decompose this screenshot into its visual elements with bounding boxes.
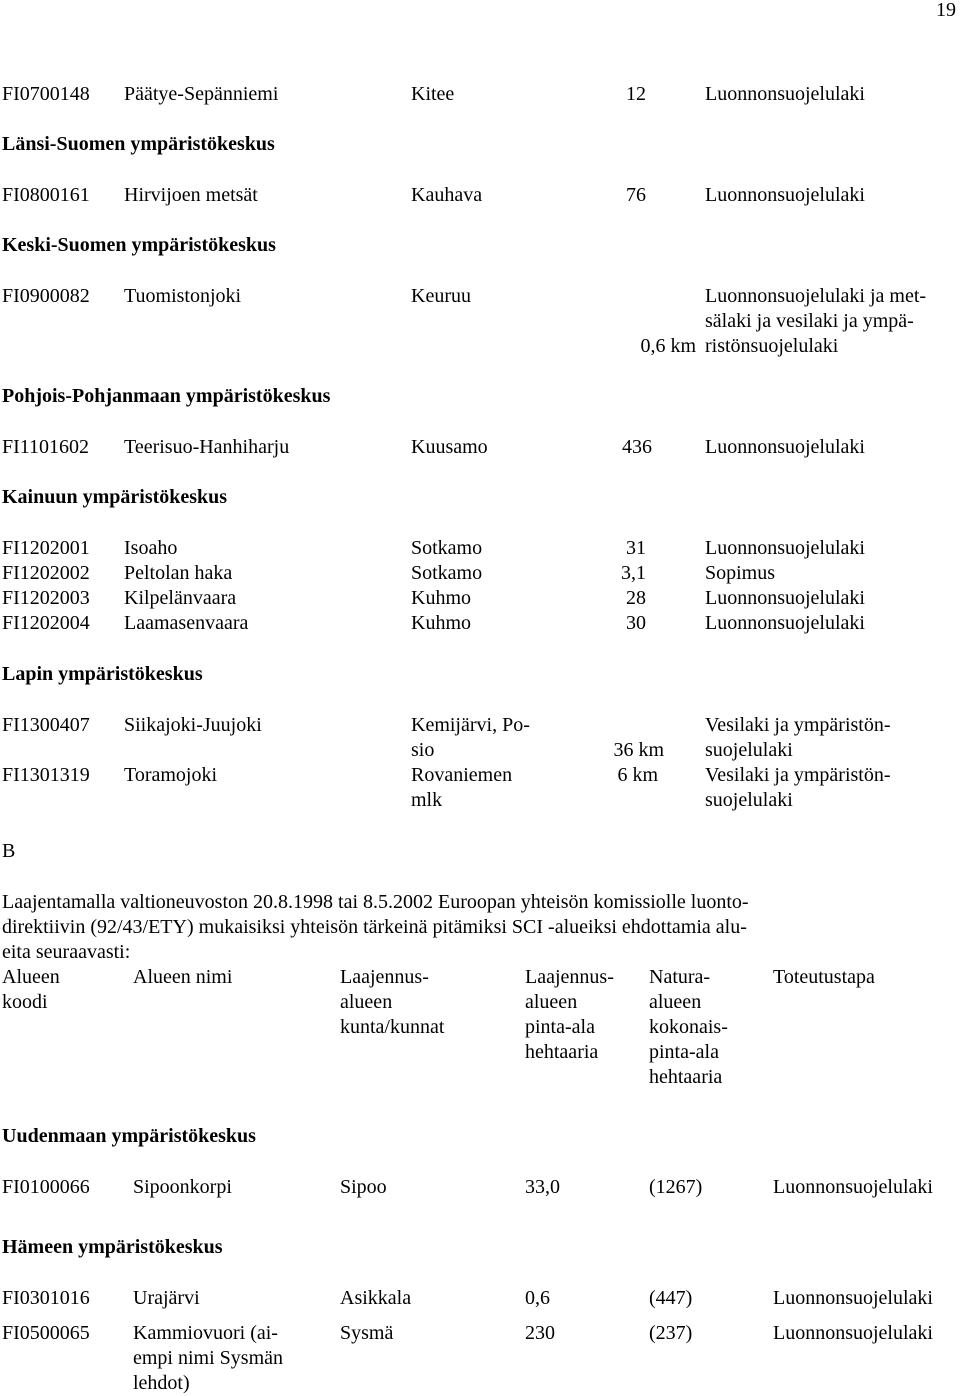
intro-line: Laajentamalla valtioneuvoston 20.8.1998 tai 8.5.2002 Euroopan yhteisön komissiolle luonto-: [2, 891, 749, 913]
section-heading: Länsi-Suomen ympäristökeskus: [2, 133, 275, 155]
part-label: B: [2, 840, 16, 862]
header-line: alueen: [649, 991, 702, 1013]
site-name-line: lehdot): [133, 1372, 190, 1394]
site-law: Luonnonsuojelulaki: [705, 587, 865, 609]
site-law-line: ristönsuojelulaki: [705, 335, 839, 357]
site-area: 230: [525, 1322, 555, 1344]
site-code: FI0900082: [2, 285, 90, 307]
site-code: FI0500065: [2, 1322, 90, 1344]
header-line: alueen: [525, 991, 578, 1013]
site-law: Sopimus: [705, 562, 776, 584]
site-area: 30: [626, 612, 646, 634]
site-name: Isoaho: [124, 537, 178, 559]
site-natura-area: (1267): [649, 1176, 703, 1198]
header-line: koodi: [2, 991, 48, 1013]
site-name: Urajärvi: [133, 1287, 200, 1309]
header-line: pinta-ala: [649, 1041, 719, 1063]
site-code: FI1301319: [2, 764, 90, 786]
section-heading: Lapin ympäristökeskus: [2, 663, 203, 685]
column-header-natura: [649, 965, 728, 1090]
site-law-line: suojelulaki: [705, 789, 793, 811]
site-name: Laamasenvaara: [124, 612, 249, 634]
site-name-line: empi nimi Sysmän: [133, 1347, 283, 1369]
site-law-line: sälaki ja vesilaki ja ympä-: [705, 310, 914, 332]
column-header-name: [133, 965, 232, 990]
site-code: FI0700148: [2, 83, 90, 105]
site-municipality-line: sio: [411, 739, 435, 761]
section-heading: Uudenmaan ympäristökeskus: [2, 1125, 256, 1147]
header-line: hehtaaria: [525, 1041, 599, 1063]
header-line: kunta/kunnat: [340, 1016, 445, 1038]
page-number: 19: [936, 0, 956, 21]
site-area: 3,1: [621, 562, 646, 584]
section-heading: Kainuun ympäristökeskus: [2, 486, 228, 508]
site-area: 436: [622, 436, 652, 458]
site-municipality: Sipoo: [340, 1176, 387, 1198]
site-name: Peltolan haka: [124, 562, 233, 584]
site-area: 12: [626, 83, 646, 105]
header-line: alueen: [340, 991, 393, 1013]
header-line: kokonais-: [649, 1016, 728, 1038]
column-header-code: [2, 965, 60, 1015]
site-law: Luonnonsuojelulaki: [705, 612, 865, 634]
intro-line: direktiivin (92/43/ETY) mukaisiksi yhteisön tärkeinä pitämiksi SCI -alueiksi ehdottamia alu-: [2, 916, 747, 938]
intro-line: eita seuraavasti:: [2, 941, 131, 963]
site-code: FI1300407: [2, 714, 90, 736]
site-code: FI1202004: [2, 612, 90, 634]
column-header-municipality: [340, 965, 444, 1040]
site-name: Toramojoki: [124, 764, 218, 786]
site-method: Luonnonsuojelulaki: [773, 1176, 933, 1198]
site-name: Teerisuo-Hanhiharju: [124, 436, 290, 458]
site-code: FI0301016: [2, 1287, 90, 1309]
section-heading: Pohjois-Pohjanmaan ympäristökeskus: [2, 385, 331, 407]
site-area: 28: [626, 587, 646, 609]
header-line: hehtaaria: [649, 1066, 723, 1088]
site-method: Luonnonsuojelulaki: [773, 1322, 933, 1344]
column-header-method: [773, 965, 875, 990]
site-law-line: Vesilaki ja ympäristön-: [705, 714, 891, 736]
site-name: Tuomistonjoki: [124, 285, 242, 307]
site-name: Päätye-Sepänniemi: [124, 83, 279, 105]
site-area: 31: [626, 537, 646, 559]
site-municipality: Kuhmo: [411, 587, 471, 609]
site-law-line: Vesilaki ja ympäristön-: [705, 764, 891, 786]
site-natura-area: (237): [649, 1322, 693, 1344]
site-area: 0,6 km: [640, 335, 696, 357]
header-line: Natura-: [649, 966, 711, 988]
intro-paragraph: [2, 890, 954, 965]
site-law-line: Luonnonsuojelulaki ja met-: [705, 285, 927, 307]
site-name: Kilpelänvaara: [124, 587, 237, 609]
header-line: Laajennus-: [340, 966, 429, 988]
site-municipality: Kuhmo: [411, 612, 471, 634]
site-municipality: Kauhava: [411, 184, 483, 206]
site-municipality-line: Kemijärvi, Po-: [411, 714, 530, 736]
site-law: Luonnonsuojelulaki: [705, 83, 865, 105]
site-method: Luonnonsuojelulaki: [773, 1287, 933, 1309]
site-municipality: Kuusamo: [411, 436, 488, 458]
section-heading: Hämeen ympäristökeskus: [2, 1236, 223, 1258]
site-name: Hirvijoen metsät: [124, 184, 258, 206]
site-code: FI1202001: [2, 537, 90, 559]
site-municipality: Keuruu: [411, 285, 471, 307]
site-name: Siikajoki-Juujoki: [124, 714, 262, 736]
header-line: Alueen nimi: [133, 966, 233, 988]
site-name: Sipoonkorpi: [133, 1176, 232, 1198]
site-code: FI0800161: [2, 184, 90, 206]
site-name-line: Kammiovuori (ai-: [133, 1322, 278, 1344]
column-header-area: [525, 965, 614, 1065]
site-law-line: suojelulaki: [705, 739, 793, 761]
site-municipality: Sotkamo: [411, 562, 483, 584]
site-area: 36 km: [613, 739, 664, 761]
site-law: Luonnonsuojelulaki: [705, 184, 865, 206]
site-code: FI1202002: [2, 562, 90, 584]
header-line: Toteutustapa: [773, 966, 875, 988]
site-municipality-line: Rovaniemen: [411, 764, 513, 786]
site-municipality: Asikkala: [340, 1287, 412, 1309]
site-municipality: Sysmä: [340, 1322, 394, 1344]
header-line: Alueen: [2, 966, 60, 988]
site-code: FI1202003: [2, 587, 90, 609]
site-area: 76: [626, 184, 646, 206]
site-code: FI1101602: [2, 436, 90, 458]
site-law: Luonnonsuojelulaki: [705, 537, 865, 559]
site-municipality-line: mlk: [411, 789, 443, 811]
section-heading: Keski-Suomen ympäristökeskus: [2, 234, 276, 256]
site-code: FI0100066: [2, 1176, 90, 1198]
site-area: 33,0: [525, 1176, 560, 1198]
site-area: 6 km: [617, 764, 658, 786]
header-line: Laajennus-: [525, 966, 614, 988]
site-area: 0,6: [525, 1287, 550, 1309]
site-municipality: Sotkamo: [411, 537, 483, 559]
site-natura-area: (447): [649, 1287, 693, 1309]
site-municipality: Kitee: [411, 83, 455, 105]
site-law: Luonnonsuojelulaki: [705, 436, 865, 458]
header-line: pinta-ala: [525, 1016, 595, 1038]
